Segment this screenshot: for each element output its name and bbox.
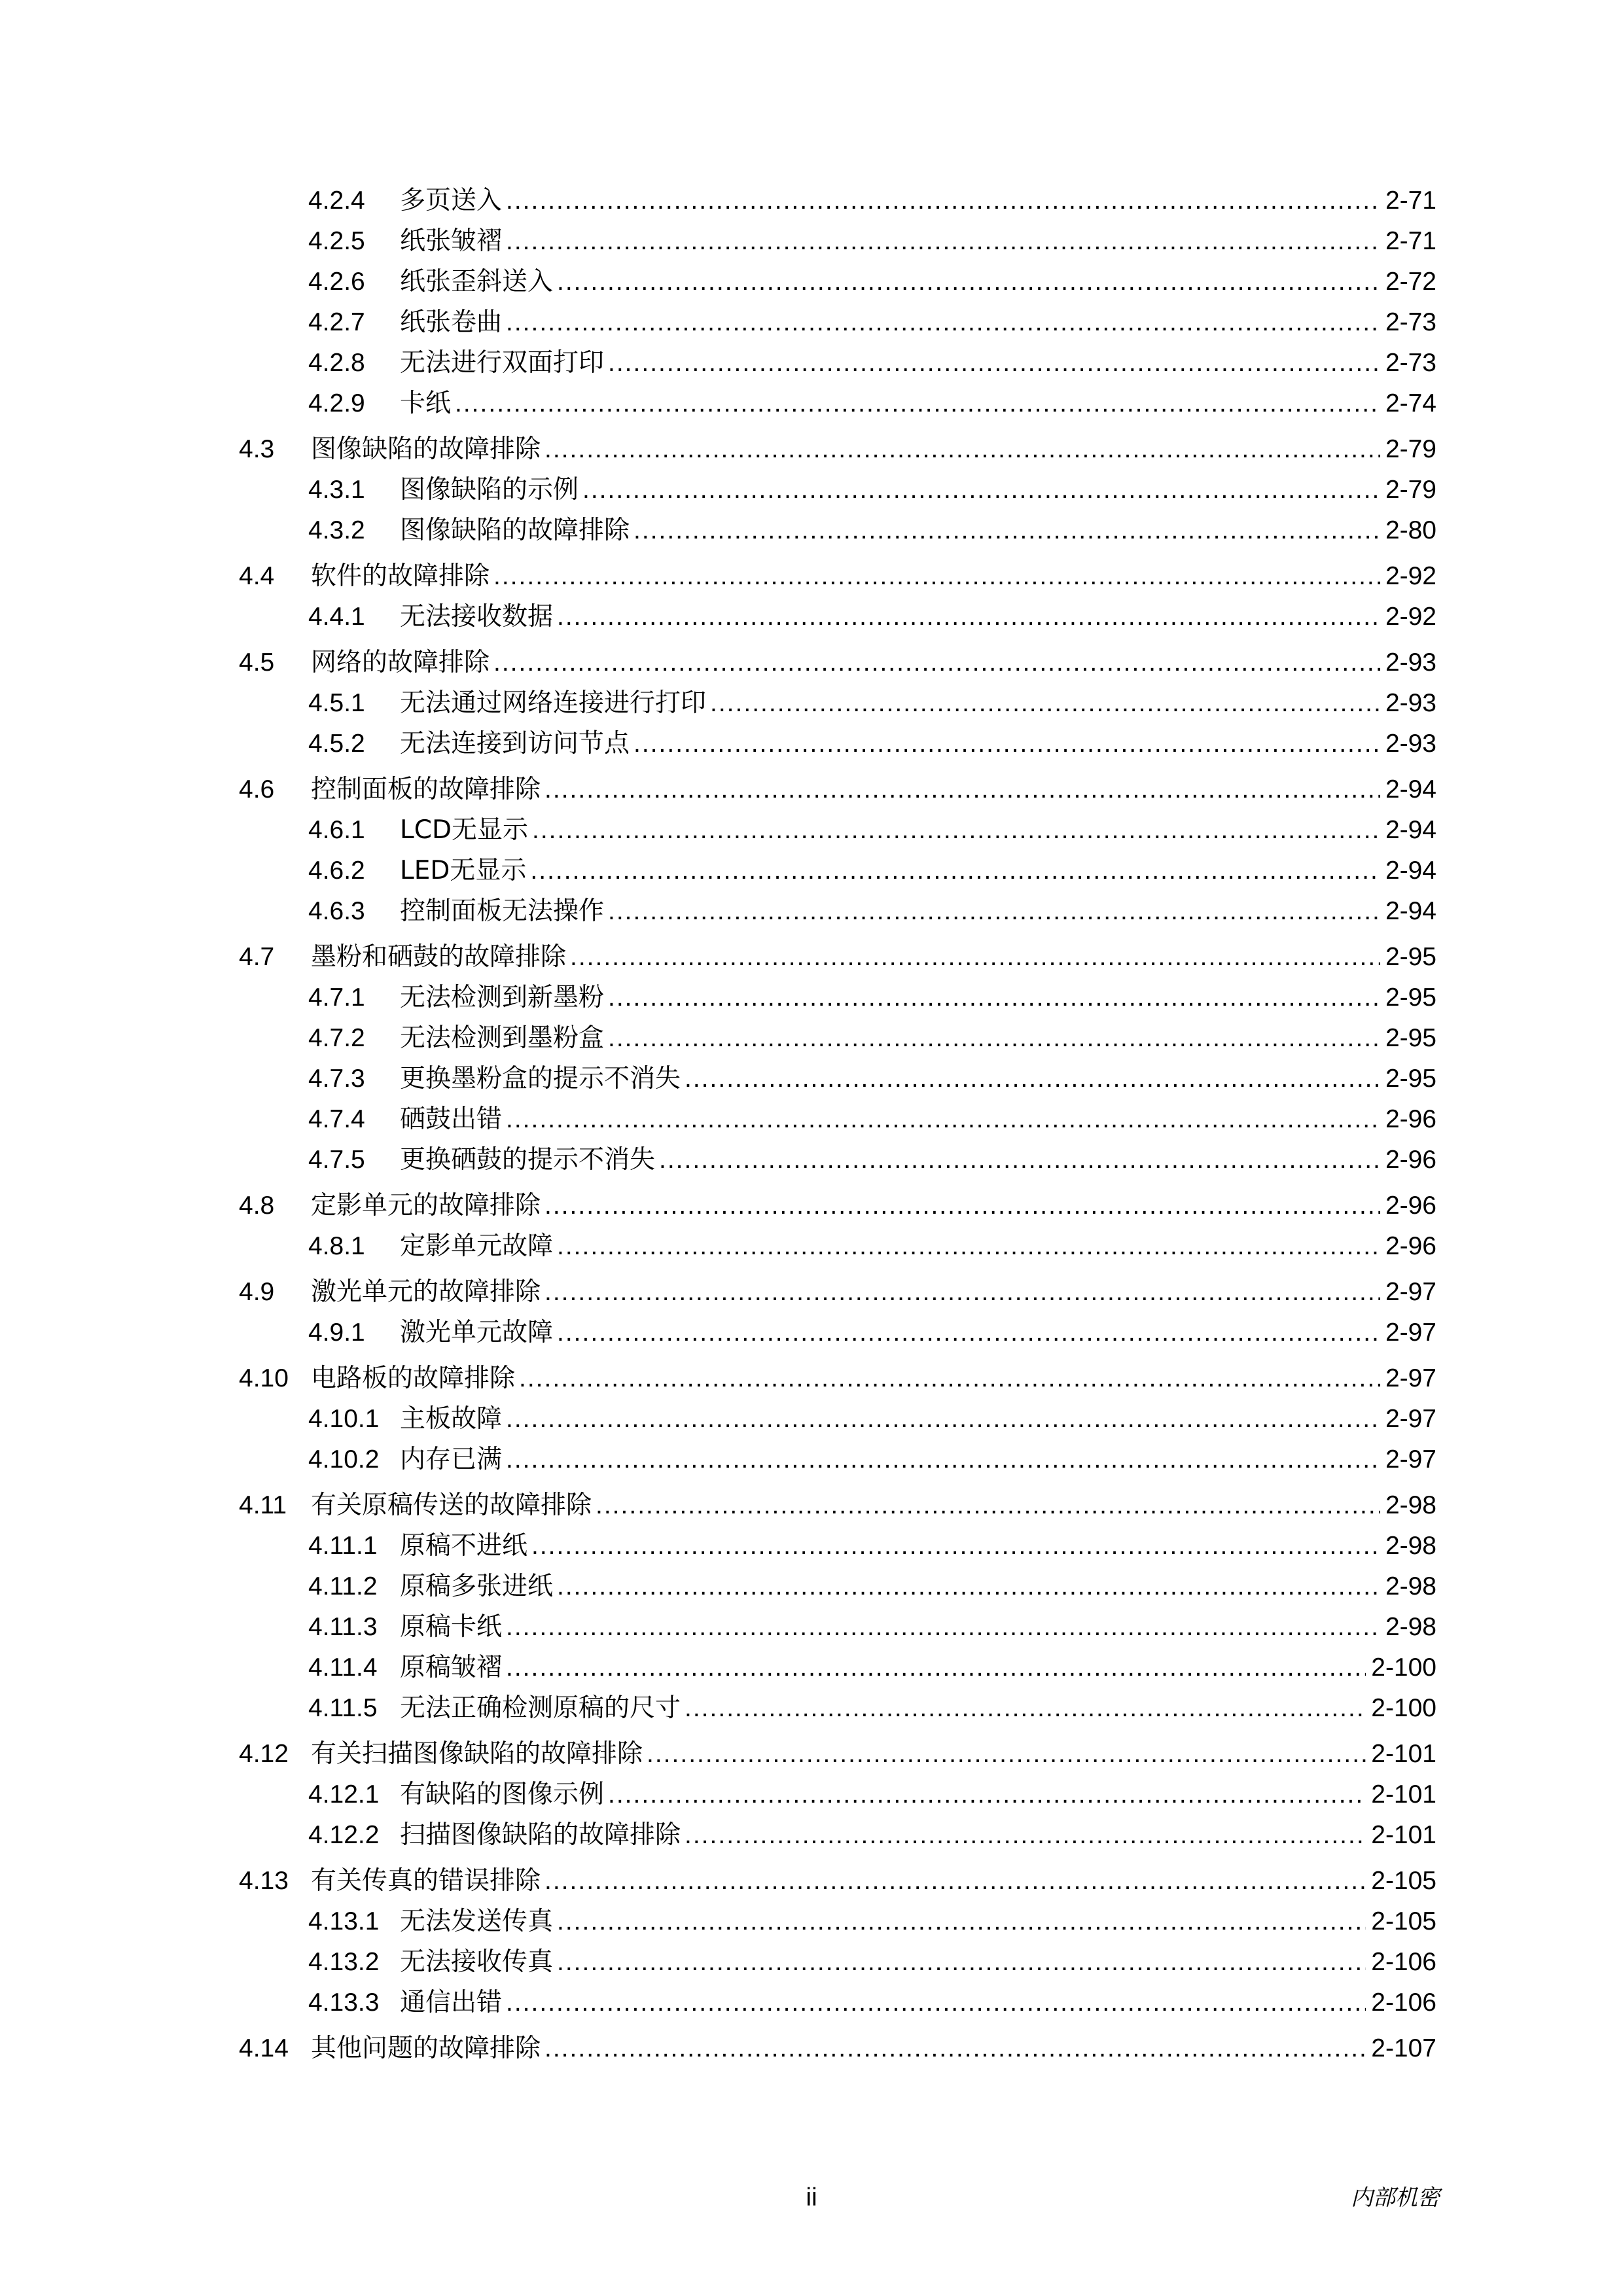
- toc-subsection-entry[interactable]: [239, 516, 1436, 546]
- toc-dot-leader: [506, 1404, 1380, 1434]
- toc-entry-title: 有缺陷的图像示例: [400, 1780, 605, 1809]
- toc-entry-number: 4.12.1: [308, 1780, 380, 1809]
- toc-entry-number: 4.7.1: [308, 983, 365, 1012]
- toc-entry-title: 有关扫描图像缺陷的故障排除: [311, 1739, 643, 1769]
- toc-dot-leader: [685, 1064, 1380, 1094]
- footer-page-number: ii: [806, 2183, 817, 2212]
- toc-entry-page: 2-94: [1385, 897, 1436, 925]
- toc-entry-number: 4.5.1: [308, 689, 365, 717]
- toc-section-entry[interactable]: [239, 2034, 1436, 2064]
- toc-subsection-entry[interactable]: [239, 267, 1436, 297]
- toc-entry-title: 图像缺陷的故障排除: [400, 516, 630, 545]
- toc-entry-title: 原稿不进纸: [400, 1531, 528, 1561]
- toc-entry-page: 2-96: [1385, 1232, 1436, 1260]
- toc-dot-leader: [519, 1364, 1380, 1394]
- toc-entry-title: 激光单元的故障排除: [311, 1277, 541, 1307]
- toc-entry-number: 4.7.4: [308, 1105, 365, 1133]
- toc-entry-number: 4.7.3: [308, 1065, 365, 1093]
- toc-entry-page: 2-94: [1385, 775, 1436, 804]
- toc-entry-title: 更换墨粉盒的提示不消失: [400, 1064, 681, 1093]
- toc-entry-title: 无法通过网络连接进行打印: [400, 688, 707, 718]
- toc-entry-title: 激光单元故障: [400, 1318, 554, 1347]
- toc-entry-title: 控制面板的故障排除: [311, 775, 541, 804]
- toc-dot-leader: [710, 688, 1380, 718]
- toc-dot-leader: [506, 226, 1380, 256]
- toc-subsection-entry[interactable]: [239, 1907, 1436, 1937]
- toc-entry-page: 2-73: [1385, 308, 1436, 336]
- toc-dot-leader: [557, 1231, 1380, 1262]
- toc-entry-number: 4.10.1: [308, 1405, 380, 1433]
- toc-entry-title: 纸张卷曲: [400, 308, 503, 337]
- toc-dot-leader: [608, 896, 1380, 927]
- toc-entry-page: 2-80: [1385, 516, 1436, 544]
- toc-dot-leader: [608, 348, 1380, 378]
- toc-entry-page: 2-97: [1385, 1318, 1436, 1347]
- toc-entry-page: 2-94: [1385, 816, 1436, 844]
- toc-entry-number: 4.6: [239, 775, 275, 804]
- toc-dot-leader: [685, 1820, 1366, 1850]
- toc-entry-title: 图像缺陷的故障排除: [311, 434, 541, 464]
- toc-entry-title: 无法连接到访问节点: [400, 729, 630, 758]
- toc-dot-leader: [557, 602, 1380, 632]
- toc-entry-page: 2-96: [1385, 1146, 1436, 1174]
- toc-dot-leader: [506, 186, 1380, 216]
- toc-entry-page: 2-72: [1385, 268, 1436, 296]
- toc-entry-page: 2-105: [1371, 1867, 1436, 1895]
- toc-entry-title: 软件的故障排除: [311, 561, 490, 591]
- toc-dot-leader: [608, 1780, 1366, 1810]
- toc-entry-number: 4.11: [239, 1491, 287, 1519]
- toc-dot-leader: [455, 389, 1380, 419]
- toc-entry-page: 2-96: [1385, 1105, 1436, 1133]
- toc-entry-page: 2-79: [1385, 476, 1436, 504]
- toc-entry-page: 2-98: [1385, 1613, 1436, 1641]
- toc-subsection-entry[interactable]: [239, 389, 1436, 419]
- toc-entry-title: 硒鼓出错: [400, 1104, 503, 1134]
- toc-subsection-entry[interactable]: [239, 308, 1436, 338]
- toc-entry-number: 4.4.1: [308, 603, 365, 631]
- toc-section-entry[interactable]: [239, 1491, 1436, 1521]
- toc-entry-page: 2-101: [1371, 1780, 1436, 1809]
- toc-section-entry[interactable]: [239, 942, 1436, 972]
- toc-entry-page: 2-97: [1385, 1445, 1436, 1474]
- toc-entry-title: LED无显示: [400, 856, 527, 885]
- toc-entry-title: 有关传真的错误排除: [311, 1866, 541, 1896]
- toc-entry-title: 多页送入: [400, 186, 503, 215]
- toc-dot-leader: [596, 1491, 1380, 1521]
- toc-entry-number: 4.2.4: [308, 186, 365, 215]
- toc-entry-page: 2-93: [1385, 689, 1436, 717]
- toc-section-entry[interactable]: [239, 1191, 1436, 1221]
- toc-entry-title: 内存已满: [400, 1445, 503, 1474]
- toc-entry-title: 其他问题的故障排除: [311, 2034, 541, 2063]
- toc-entry-title: 无法接收传真: [400, 1947, 554, 1977]
- toc-entry-number: 4.3.1: [308, 476, 365, 504]
- toc-entry-page: 2-94: [1385, 857, 1436, 885]
- toc-section-entry[interactable]: [239, 434, 1436, 465]
- toc-entry-number: 4.2.6: [308, 268, 365, 296]
- toc-entry-number: 4.12.2: [308, 1821, 380, 1849]
- toc-entry-number: 4.13: [239, 1867, 289, 1895]
- toc-dot-leader: [582, 475, 1380, 505]
- toc-entry-page: 2-100: [1371, 1694, 1436, 1722]
- toc-dot-leader: [659, 1145, 1380, 1175]
- toc-entry-page: 2-93: [1385, 730, 1436, 758]
- toc-dot-leader: [506, 308, 1380, 338]
- toc-dot-leader: [647, 1739, 1366, 1769]
- toc-entry-number: 4.5: [239, 648, 275, 677]
- toc-entry-page: 2-92: [1385, 603, 1436, 631]
- toc-subsection-entry[interactable]: [239, 983, 1436, 1013]
- toc-entry-number: 4.13.2: [308, 1948, 380, 1976]
- toc-entry-title: 图像缺陷的示例: [400, 475, 579, 504]
- toc-entry-page: 2-97: [1385, 1278, 1436, 1306]
- toc-entry-number: 4.2.7: [308, 308, 365, 336]
- toc-entry-page: 2-73: [1385, 349, 1436, 377]
- toc-subsection-entry[interactable]: [239, 348, 1436, 378]
- toc-dot-leader: [557, 1572, 1380, 1602]
- toc-entry-number: 4.11.5: [308, 1694, 378, 1722]
- toc-entry-title: 墨粉和硒鼓的故障排除: [311, 942, 567, 972]
- toc-entry-number: 4.14: [239, 2034, 289, 2062]
- toc-entry-page: 2-95: [1385, 943, 1436, 971]
- toc-section-entry[interactable]: [239, 1277, 1436, 1307]
- toc-entry-page: 2-79: [1385, 435, 1436, 463]
- toc-dot-leader: [633, 516, 1380, 546]
- toc-entry-number: 4.2.9: [308, 389, 365, 417]
- toc-entry-page: 2-74: [1385, 389, 1436, 417]
- toc-entry-title: 扫描图像缺陷的故障排除: [400, 1820, 681, 1850]
- toc-dot-leader: [608, 983, 1380, 1013]
- toc-dot-leader: [685, 1693, 1366, 1723]
- toc-subsection-entry[interactable]: [239, 1531, 1436, 1561]
- toc-dot-leader: [544, 775, 1380, 805]
- toc-section-entry[interactable]: [239, 1364, 1436, 1394]
- toc-entry-number: 4.6.3: [308, 897, 365, 925]
- toc-dot-leader: [493, 561, 1380, 592]
- toc-entry-number: 4.11.2: [308, 1572, 378, 1600]
- toc-subsection-entry[interactable]: [239, 1064, 1436, 1094]
- toc-dot-leader: [544, 1277, 1380, 1307]
- toc-section-entry[interactable]: [239, 1866, 1436, 1896]
- toc-entry-title: 原稿皱褶: [400, 1653, 503, 1682]
- toc-entry-page: 2-97: [1385, 1405, 1436, 1433]
- toc-dot-leader: [506, 1445, 1380, 1475]
- toc-entry-title: 纸张皱褶: [400, 226, 503, 256]
- toc-entry-page: 2-97: [1385, 1364, 1436, 1392]
- toc-entry-title: 无法发送传真: [400, 1907, 554, 1936]
- toc-dot-leader: [544, 2034, 1366, 2064]
- toc-entry-number: 4.13.3: [308, 1988, 380, 2017]
- table-of-contents: [239, 186, 1436, 2064]
- toc-entry-number: 4.9: [239, 1278, 275, 1306]
- toc-dot-leader: [544, 1191, 1380, 1221]
- toc-entry-page: 2-105: [1371, 1907, 1436, 1935]
- toc-entry-page: 2-71: [1385, 227, 1436, 255]
- toc-entry-number: 4.13.1: [308, 1907, 380, 1935]
- toc-entry-title: 无法正确检测原稿的尺寸: [400, 1693, 681, 1723]
- toc-subsection-entry[interactable]: [239, 1445, 1436, 1475]
- toc-dot-leader: [570, 942, 1380, 972]
- toc-entry-title: 主板故障: [400, 1404, 503, 1434]
- toc-entry-title: 定影单元的故障排除: [311, 1191, 541, 1220]
- toc-section-entry[interactable]: [239, 561, 1436, 592]
- toc-entry-page: 2-95: [1385, 1065, 1436, 1093]
- toc-section-entry[interactable]: [239, 1739, 1436, 1769]
- toc-entry-number: 4.3: [239, 435, 275, 463]
- toc-entry-page: 2-101: [1371, 1740, 1436, 1768]
- toc-subsection-entry[interactable]: [239, 1231, 1436, 1262]
- toc-entry-page: 2-106: [1371, 1988, 1436, 2017]
- toc-subsection-entry[interactable]: [239, 1572, 1436, 1602]
- toc-dot-leader: [506, 1104, 1380, 1135]
- toc-entry-number: 4.8: [239, 1192, 275, 1220]
- toc-dot-leader: [557, 1907, 1366, 1937]
- toc-subsection-entry[interactable]: [239, 1820, 1436, 1850]
- toc-entry-title: 定影单元故障: [400, 1231, 554, 1261]
- toc-subsection-entry[interactable]: [239, 1404, 1436, 1434]
- toc-entry-title: 无法接收数据: [400, 602, 554, 631]
- toc-entry-title: 电路板的故障排除: [311, 1364, 516, 1393]
- toc-entry-number: 4.3.2: [308, 516, 365, 544]
- toc-dot-leader: [530, 856, 1380, 886]
- toc-subsection-entry[interactable]: [239, 815, 1436, 845]
- toc-entry-number: 4.4: [239, 562, 275, 590]
- toc-dot-leader: [608, 1023, 1380, 1053]
- toc-entry-page: 2-96: [1385, 1192, 1436, 1220]
- toc-entry-number: 4.7.2: [308, 1024, 365, 1052]
- toc-entry-title: 纸张歪斜送入: [400, 267, 554, 296]
- toc-subsection-entry[interactable]: [239, 1988, 1436, 2018]
- toc-section-entry[interactable]: [239, 648, 1436, 678]
- toc-subsection-entry[interactable]: [239, 475, 1436, 505]
- toc-subsection-entry[interactable]: [239, 1023, 1436, 1053]
- toc-entry-title: 有关原稿传送的故障排除: [311, 1491, 592, 1520]
- toc-entry-title: 卡纸: [400, 389, 452, 418]
- toc-subsection-entry[interactable]: [239, 1947, 1436, 1977]
- toc-entry-number: 4.11.1: [308, 1532, 378, 1560]
- toc-entry-page: 2-95: [1385, 1024, 1436, 1052]
- toc-dot-leader: [544, 1866, 1366, 1896]
- toc-subsection-entry[interactable]: [239, 602, 1436, 632]
- toc-dot-leader: [506, 1612, 1380, 1642]
- toc-entry-number: 4.2.5: [308, 227, 365, 255]
- toc-dot-leader: [633, 729, 1380, 759]
- toc-dot-leader: [557, 267, 1380, 297]
- toc-entry-page: 2-106: [1371, 1948, 1436, 1976]
- toc-subsection-entry[interactable]: [239, 1780, 1436, 1810]
- toc-entry-number: 4.10.2: [308, 1445, 380, 1474]
- toc-entry-number: 4.8.1: [308, 1232, 365, 1260]
- toc-dot-leader: [493, 648, 1380, 678]
- toc-subsection-entry[interactable]: [239, 1145, 1436, 1175]
- toc-entry-number: 4.11.4: [308, 1653, 378, 1682]
- toc-entry-page: 2-71: [1385, 186, 1436, 215]
- toc-entry-page: 2-92: [1385, 562, 1436, 590]
- toc-entry-title: 通信出错: [400, 1988, 503, 2017]
- toc-subsection-entry[interactable]: [239, 1318, 1436, 1348]
- toc-entry-number: 4.9.1: [308, 1318, 365, 1347]
- toc-entry-number: 4.2.8: [308, 349, 365, 377]
- toc-subsection-entry[interactable]: [239, 1653, 1436, 1683]
- toc-subsection-entry[interactable]: [239, 729, 1436, 759]
- toc-dot-leader: [532, 815, 1380, 845]
- toc-entry-number: 4.7.5: [308, 1146, 365, 1174]
- toc-section-entry[interactable]: [239, 775, 1436, 805]
- toc-subsection-entry[interactable]: [239, 1104, 1436, 1135]
- toc-subsection-entry[interactable]: [239, 896, 1436, 927]
- toc-entry-number: 4.11.3: [308, 1613, 378, 1641]
- toc-subsection-entry[interactable]: [239, 1612, 1436, 1642]
- toc-entry-title: 无法进行双面打印: [400, 348, 605, 378]
- toc-entry-title: 网络的故障排除: [311, 648, 490, 677]
- toc-subsection-entry[interactable]: [239, 1693, 1436, 1723]
- toc-subsection-entry[interactable]: [239, 856, 1436, 886]
- toc-subsection-entry[interactable]: [239, 186, 1436, 216]
- toc-dot-leader: [506, 1653, 1366, 1683]
- toc-entry-title: 原稿卡纸: [400, 1612, 503, 1642]
- footer-confidential-label: 内部机密: [1351, 2185, 1440, 2211]
- toc-entry-number: 4.6.1: [308, 816, 365, 844]
- toc-entry-title: 无法检测到新墨粉: [400, 983, 605, 1012]
- toc-entry-page: 2-98: [1385, 1572, 1436, 1600]
- toc-subsection-entry[interactable]: [239, 688, 1436, 718]
- toc-entry-title: 无法检测到墨粉盒: [400, 1023, 605, 1053]
- toc-entry-title: 更换硒鼓的提示不消失: [400, 1145, 656, 1174]
- toc-entry-page: 2-101: [1371, 1821, 1436, 1849]
- toc-entry-page: 2-98: [1385, 1491, 1436, 1519]
- toc-entry-number: 4.12: [239, 1740, 289, 1768]
- toc-entry-title: LCD无显示: [400, 815, 528, 845]
- toc-dot-leader: [557, 1318, 1380, 1348]
- toc-entry-title: 控制面板无法操作: [400, 896, 605, 926]
- toc-entry-title: 原稿多张进纸: [400, 1572, 554, 1601]
- toc-dot-leader: [506, 1988, 1366, 2018]
- toc-entry-number: 4.7: [239, 943, 275, 971]
- toc-entry-number: 4.10: [239, 1364, 289, 1392]
- toc-dot-leader: [544, 434, 1380, 465]
- toc-entry-page: 2-95: [1385, 983, 1436, 1012]
- toc-dot-leader: [557, 1947, 1366, 1977]
- toc-entry-number: 4.5.2: [308, 730, 365, 758]
- toc-dot-leader: [531, 1531, 1380, 1561]
- toc-entry-page: 2-93: [1385, 648, 1436, 677]
- toc-entry-page: 2-98: [1385, 1532, 1436, 1560]
- toc-entry-number: 4.6.2: [308, 857, 365, 885]
- toc-subsection-entry[interactable]: [239, 226, 1436, 256]
- toc-entry-page: 2-100: [1371, 1653, 1436, 1682]
- toc-entry-page: 2-107: [1371, 2034, 1436, 2062]
